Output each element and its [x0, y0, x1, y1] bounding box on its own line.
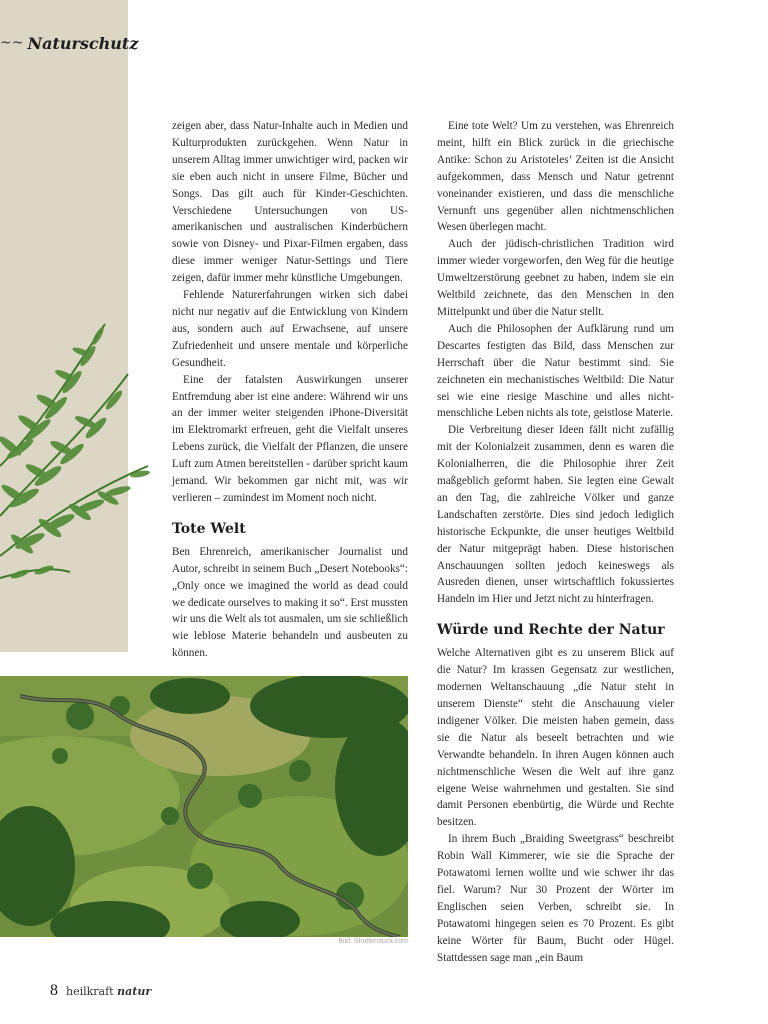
magazine-name: heilkraft: [66, 985, 114, 998]
subheading-wuerde-und-rechte: Würde und Rechte der Natur: [437, 622, 665, 639]
photo-credit: Bild: Shutterstock.com: [338, 938, 408, 945]
page-footer: [50, 982, 151, 1000]
fern-leaf-illustration: [0, 316, 160, 586]
paragraph: Welche Alternativen gibt es zu unserem Blick auf die Natur? Im krassen Gegensatz zur westlichen, modernen Weltanschauung „die Natur steht in unserem Dienste“ steht die Anschauung vieler indigener Völker. Die meisten haben gemein, dass sie die Natur als beseelt betrachten und wie Verwandte behandeln. In ihren Augen können auch nichtmenschliche Wesen die Welt auf ihre ganz eigene Weise wahrnehmen und gestalten. Sie sind damit Personen ebenbürtig, die Würde und Rechte besitzen.: [437, 647, 674, 829]
paragraph: Auch der jüdisch-christlichen Tradition wird immer wieder vorgeworfen, den Weg für die heutige Umweltzerstörung geebnet zu haben, indem sie ein Weltbild zeichnete, das den Menschen in den Mittelpunkt und über die Natur stellt.: [437, 238, 674, 318]
aerial-landscape-photo: [0, 676, 408, 937]
paragraph: Ben Ehrenreich, amerikanischer Journalist und Autor, schreibt in seinem Buch „Desert Notebooks“: „Only once we imagined the world as dead could we dedicate ourselves to making it so“. Erst mussten wir uns die Welt als tot ausmalen, um sie schließlich wie leblose Materie behandeln und ausbeuten zu können.: [172, 545, 408, 660]
paragraph: Eine tote Welt? Um zu verstehen, was Ehrenreich meint, hilft ein Blick zurück in die griechische Antike: Schon zu Aristoteles’ Zeiten ist die Ansicht aufgekommen, dass Mensch und Natur getrennt voneinander existieren, und dass die menschliche Vernunft uns gegenüber allen nichtmenschlichen Wesen überlegen macht.: [437, 120, 674, 234]
paragraph: In ihrem Buch „Braiding Sweetgrass“ beschreibt Robin Wall Kimmerer, wie sie die Sprache der Potawatomi lernen wollte und wie schwer ihr das fiel. Warum? Nur 30 Prozent der Wörter im Englischen seien Verben, schreibt sie. In Potawatomi hingegen seien es 70 Prozent. Es gibt keine Wörter für Baum, Bucht oder Hügel. Stattdessen sage man „ein Baum: [437, 833, 674, 964]
paragraph: Fehlende Naturerfahrungen wirken sich dabei nicht nur negativ auf die Entwicklung von Kindern aus, sondern auch auf Erwachsene, auf unsere Zufriedenheit und unsere mentale und körperliche Gesundheit.: [172, 289, 408, 369]
article-column-left: [172, 118, 408, 662]
aerial-river-image: [0, 676, 408, 937]
paragraph: Eine der fatalsten Auswirkungen unserer Entfremdung aber ist eine andere: Während wir uns an der immer weiter steigenden iPhone-Diversität im Elektromarkt erfreuen, geht die Vielfalt unseres Lebens zurück, die Vielfalt der Pflanzen, die unsere Luft zum Atmen bereitstellen - darüber spricht kaum jemand. Wir bekommen gar nicht mit, was wir verlieren – zumindest im Moment noch nicht.: [172, 373, 408, 504]
section-label-text: Naturschutz: [27, 33, 139, 53]
subheading-tote-welt: Tote Welt: [172, 520, 246, 537]
magazine-title: [66, 985, 151, 998]
paragraph: Die Verbreitung dieser Ideen fällt nicht zufällig mit der Kolonialzeit zusammen, denn es waren die Kolonialherren, die die Philosophie ihrer Zeit maßgeblich geformt haben. Sie legten eine Gewalt an den Tag, die zahlreiche Völker und ganze Landschaften zerstörte. Dies sind jedoch lediglich historische Eckpunkte, die unser heutiges Weltbild der Natur mitgeprägt haben. Diese historischen Anschauungen sollten jedoch keineswegs als Ausreden dienen, unser wirtschaftlich fokussiertes Handeln im Hier und Jetzt nicht zu hinterfragen.: [437, 424, 674, 606]
paragraph: zeigen aber, dass Natur-Inhalte auch in Medien und Kulturprodukten zurückgehen. Wenn Natur in unserem Alltag immer unwichtiger wird, packen wir sie eben auch nicht in unsere Filme, Bücher und Songs. Das gilt auch für Kinder-Geschichten. Verschiedene Untersuchungen von US-amerikanischen und australischen Kinderbüchern sowie von Disney- und Pixar-Filmen ergaben, dass diese immer weniger Natur-Settings und Tiere zeigen, dafür immer mehr künstliche Umgebungen.: [172, 120, 408, 285]
section-label: [0, 32, 138, 54]
magazine-suffix: natur: [117, 985, 152, 998]
page-number: 8: [50, 982, 58, 999]
wave-icon: ~~: [0, 35, 24, 51]
paragraph: Auch die Philosophen der Aufklärung rund um Descartes festigten das Bild, dass Menschen zur Herrschaft über die Natur bestimmt sind. Sie zeichneten ein mechanistisches Weltbild: Die Natur sei wie eine riesige Maschine und alles nicht-menschliche Leben nichts als tote, geistlose Materie.: [437, 322, 674, 420]
article-column-right: [437, 118, 674, 967]
